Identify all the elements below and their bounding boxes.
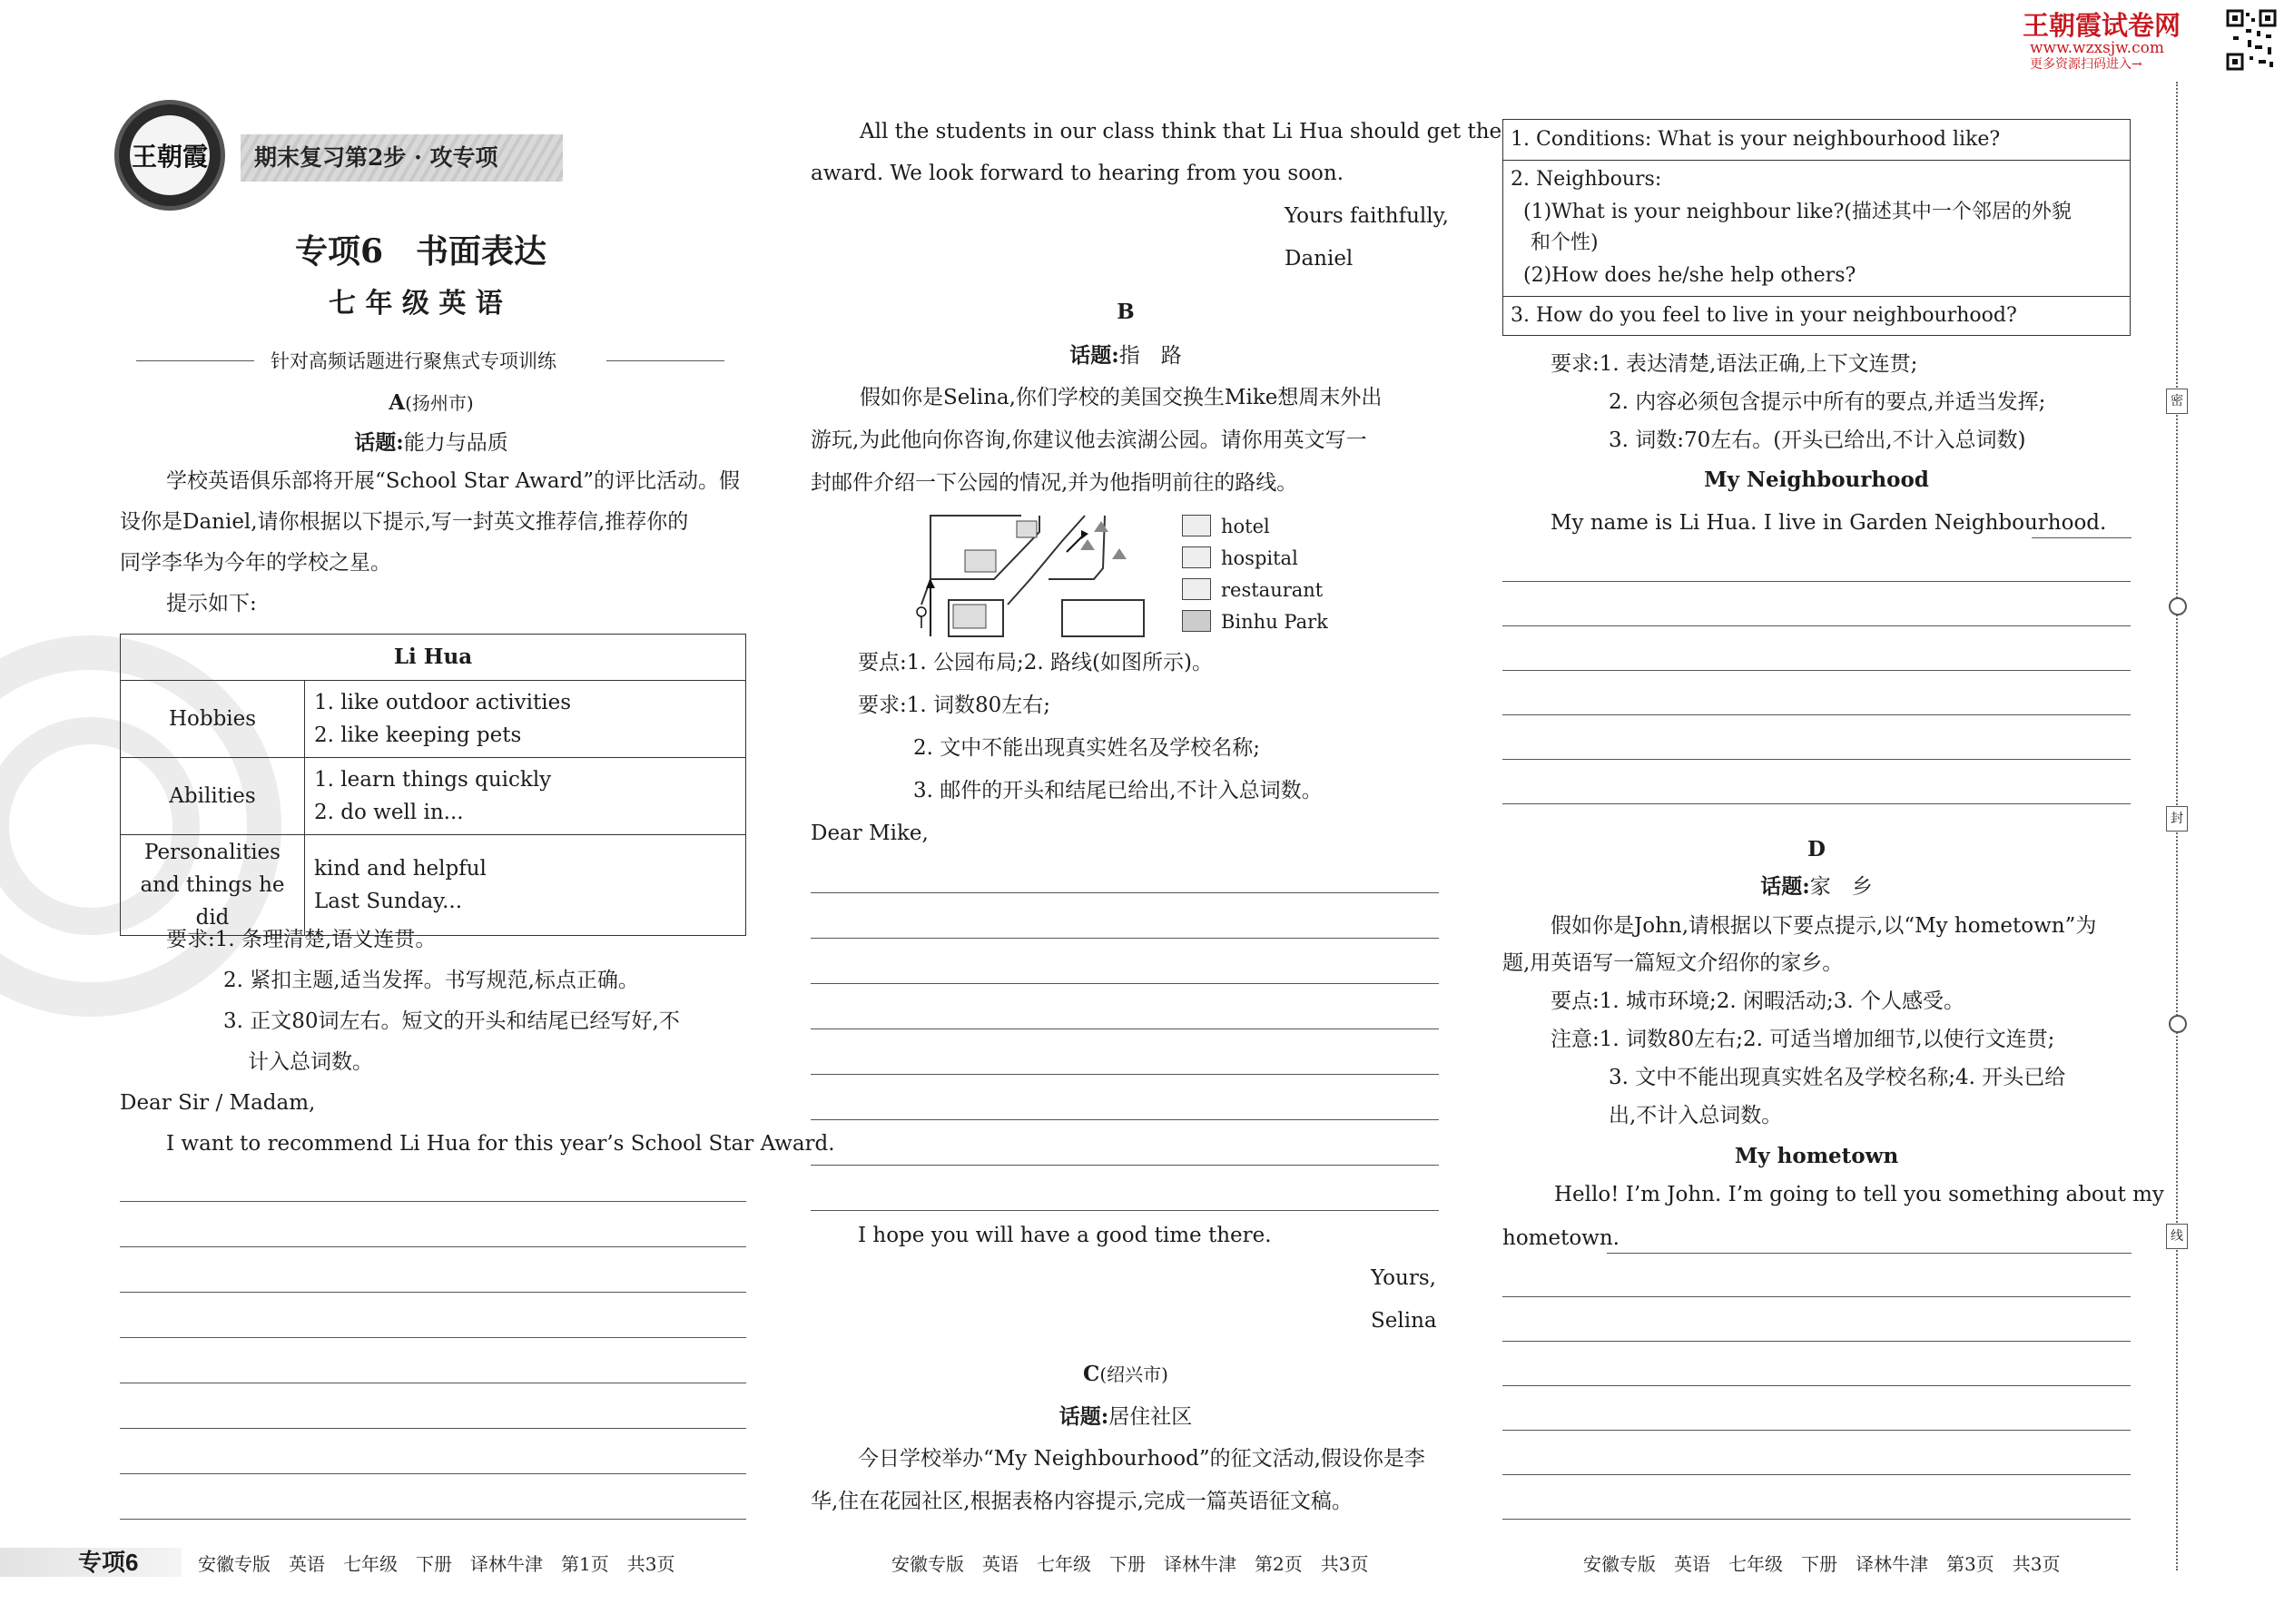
sectionC-label: C xyxy=(1083,1362,1100,1386)
sectionA-source: (扬州市) xyxy=(405,392,474,414)
footer-page-2: 安徽专版 英语 七年级 下册 译林牛津 第2页 共3页 xyxy=(891,1553,1369,1575)
sectionC-topic xyxy=(812,1395,1439,1439)
sectionC-essay-title: My Neighbourhood xyxy=(1704,468,1929,492)
sectionA-label: A xyxy=(389,390,406,415)
sectionB-topic xyxy=(812,334,1439,378)
sectionA-intro-2: 设你是Daniel,请你根据以下提示,写一封英文推荐信,推荐你的 xyxy=(120,510,689,534)
footer-page-3: 安徽专版 英语 七年级 下册 译林牛津 第3页 共3页 xyxy=(1583,1553,2061,1575)
rail-label: 线 xyxy=(2166,1224,2188,1249)
tagline: 针对高频话题进行聚焦式专项训练 xyxy=(271,350,556,372)
sectionD-note-2: 3. 文中不能出现真实姓名及学校名称;4. 开头已给 xyxy=(1609,1066,2066,1089)
legend-hotel: hotel xyxy=(1221,516,1270,537)
rail-label: 密 xyxy=(2166,389,2188,414)
sectionA-hint: 提示如下: xyxy=(166,592,257,615)
table-row-header: Personalities and things he did xyxy=(121,835,305,936)
table-row-header: Hobbies xyxy=(121,681,305,758)
writing-line[interactable] xyxy=(1502,670,2131,671)
writing-line[interactable] xyxy=(1502,803,2131,804)
letterA-signname: Daniel xyxy=(1285,247,1354,271)
topic-value: 居住社区 xyxy=(1108,1405,1193,1429)
page-title: 专项6 书面表达 xyxy=(295,232,547,271)
page-subtitle: 七 年 级 英 语 xyxy=(329,288,503,320)
sectionC-opening: My name is Li Hua. I live in Garden Neighbourhood. xyxy=(1551,511,2107,535)
writing-line[interactable] xyxy=(811,983,1439,984)
sectionA-heading xyxy=(118,381,744,425)
writing-line[interactable] xyxy=(1502,1474,2131,1475)
prompt-item-2a-cont: 和个性) xyxy=(1531,231,1599,254)
topic-label: 话题: xyxy=(1069,343,1119,368)
sectionB-salutation: Dear Mike, xyxy=(811,822,929,845)
sectionD-opening-2: hometown. xyxy=(1502,1226,1620,1250)
sectionD-note-3: 出,不计入总词数。 xyxy=(1609,1104,1783,1127)
site-url[interactable]: www.wzxsjw.com xyxy=(2030,39,2164,57)
sectionB-intro-3: 封邮件介绍一下公园的情况,并为他指明前往的路线。 xyxy=(811,471,1298,495)
writing-line[interactable] xyxy=(1607,1253,2132,1254)
sectionC-req-1: 要求:1. 表达清楚,语法正确,上下文连贯; xyxy=(1551,352,1918,376)
table-row-header: Abilities xyxy=(121,758,305,835)
writing-line[interactable] xyxy=(2032,537,2132,538)
topic-label: 话题: xyxy=(1760,874,1810,899)
writing-line[interactable] xyxy=(120,1246,746,1247)
writing-line[interactable] xyxy=(1502,625,2131,626)
sectionC-req-3: 3. 词数:70左右。(开头已给出,不计入总词数) xyxy=(1609,428,2026,452)
letterA-closing-2: award. We look forward to hearing from you soon. xyxy=(811,162,1344,185)
site-name[interactable]: 王朝霞试卷网 xyxy=(2023,10,2181,41)
sectionB-req-2: 2. 文中不能出现真实姓名及学校名称; xyxy=(913,736,1261,760)
park-icon xyxy=(1182,610,1211,632)
restaurant-icon xyxy=(1182,578,1211,600)
sectionD-topic xyxy=(1502,865,2131,909)
prompt-item-2: 2. Neighbours: xyxy=(1511,168,1662,191)
sectionD-intro-1: 假如你是John,请根据以下要点提示,以“My hometown”为 xyxy=(1551,914,2097,938)
writing-line[interactable] xyxy=(120,1519,746,1520)
writing-line[interactable] xyxy=(811,892,1439,893)
legend-hospital: hospital xyxy=(1221,547,1298,569)
prompt-item-2a: (1)What is your neighbour like?(描述其中一个邻居的外貌 xyxy=(1523,201,2072,223)
sectionA-opening: I want to recommend Li Hua for this year’s School Star Award. xyxy=(166,1132,835,1156)
sectionA-topic xyxy=(118,421,744,465)
sectionC-prompt-box xyxy=(1502,119,2131,336)
topic-label: 话题: xyxy=(1058,1404,1109,1429)
prompt-item-2b: (2)How does he/she help others? xyxy=(1523,264,1856,287)
sectionB-points: 要点:1. 公园布局;2. 路线(如图所示)。 xyxy=(858,651,1213,674)
writing-line[interactable] xyxy=(1502,1296,2131,1297)
hotel-icon xyxy=(1182,515,1211,536)
sectionB-intro-2: 游玩,为此他向你咨询,你建议他去滨湖公园。请你用英文写一 xyxy=(811,428,1367,452)
writing-line[interactable] xyxy=(811,1165,1439,1166)
sectionA-intro-3: 同学李华为今年的学校之星。 xyxy=(120,551,391,575)
writing-line[interactable] xyxy=(120,1292,746,1293)
scissors-icon xyxy=(2169,597,2187,615)
sectionC-intro-2: 华,住在花园社区,根据表格内容提示,完成一篇英语征文稿。 xyxy=(811,1490,1353,1513)
sectionA-req-3b: 计入总词数。 xyxy=(248,1050,373,1074)
sectionB-req-3: 3. 邮件的开头和结尾已给出,不计入总词数。 xyxy=(913,779,1323,802)
writing-line[interactable] xyxy=(811,938,1439,939)
table-cell: kind and helpful Last Sunday... xyxy=(305,835,746,936)
sectionD-points: 要点:1. 城市环境;2. 闲暇活动;3. 个人感受。 xyxy=(1551,989,1965,1013)
writing-line[interactable] xyxy=(120,1201,746,1202)
writing-line[interactable] xyxy=(1502,1385,2131,1386)
tagline-rule-left xyxy=(136,360,254,361)
topic-value: 家 乡 xyxy=(1809,875,1873,899)
tagline-rule-right xyxy=(606,360,724,361)
writing-line[interactable] xyxy=(1502,759,2131,760)
writing-line[interactable] xyxy=(1502,1430,2131,1431)
legend-restaurant: restaurant xyxy=(1221,579,1324,601)
site-note: 更多资源扫码进入→ xyxy=(2030,57,2142,72)
sectionC-heading xyxy=(812,1353,1439,1396)
sectionA-req-2: 2. 紧扣主题,适当发挥。书写规范,标点正确。 xyxy=(223,969,639,992)
topic-value: 能力与品质 xyxy=(403,431,508,455)
route-map xyxy=(903,514,1176,637)
lihua-table xyxy=(120,634,746,936)
writing-line[interactable] xyxy=(1502,714,2131,715)
qr-code-icon[interactable] xyxy=(2226,9,2277,71)
sectionA-req-3: 3. 正文80词左右。短文的开头和结尾已经写好,不 xyxy=(223,1009,680,1033)
sectionD-essay-title: My hometown xyxy=(1734,1144,1899,1168)
topic-value: 指 路 xyxy=(1118,344,1182,368)
footer-tag: 专项6 xyxy=(78,1549,139,1576)
table-title: Li Hua xyxy=(121,635,746,681)
writing-line[interactable] xyxy=(1502,1341,2131,1342)
legend-park: Binhu Park xyxy=(1221,611,1328,633)
header-ribbon-text: 期末复习第2步 · 攻专项 xyxy=(254,144,498,171)
writing-line[interactable] xyxy=(811,1119,1439,1120)
letterA-closing-1: All the students in our class think that Li Hua should get the xyxy=(860,120,1502,143)
writing-line[interactable] xyxy=(811,1210,1439,1211)
writing-line[interactable] xyxy=(1502,1519,2131,1520)
table-cell: 1. like outdoor activities 2. like keeping pets xyxy=(305,681,746,758)
sectionB-label: B xyxy=(1117,300,1135,324)
sectionB-intro-1: 假如你是Selina,你们学校的美国交换生Mike想周末外出 xyxy=(860,386,1383,409)
prompt-item-1: 1. Conditions: What is your neighbourhood like? xyxy=(1511,128,2001,151)
sectionB-signname: Selina xyxy=(1371,1309,1437,1333)
sectionC-source: (绍兴市) xyxy=(1099,1363,1168,1385)
sectionD-label: D xyxy=(1807,837,1826,861)
sectionD-opening-1: Hello! I’m John. I’m going to tell you something about my xyxy=(1554,1183,2164,1206)
sectionA-salutation: Dear Sir / Madam, xyxy=(120,1091,316,1115)
scissors-icon xyxy=(2169,1015,2187,1033)
table-cell: 1. learn things quickly 2. do well in... xyxy=(305,758,746,835)
rail-label: 封 xyxy=(2166,806,2188,832)
sectionC-intro-1: 今日学校举办“My Neighbourhood”的征文活动,假设你是李 xyxy=(858,1447,1425,1471)
writing-line[interactable] xyxy=(1502,581,2131,582)
topic-label: 话题: xyxy=(354,430,404,455)
sectionD-intro-2: 题,用英语写一篇短文介绍你的家乡。 xyxy=(1502,951,1844,975)
brand-logo-text: 王朝霞 xyxy=(130,115,210,195)
sectionB-req-1: 要求:1. 词数80左右; xyxy=(858,694,1051,717)
writing-line[interactable] xyxy=(120,1473,746,1474)
sectionB-closing: I hope you will have a good time there. xyxy=(858,1224,1272,1247)
sectionA-req-1: 要求:1. 条理清楚,语义连贯。 xyxy=(166,928,437,951)
sectionA-intro-1: 学校英语俱乐部将开展“School Star Award”的评比活动。假 xyxy=(166,469,741,493)
writing-line[interactable] xyxy=(120,1337,746,1338)
brand-logo xyxy=(114,100,225,211)
hospital-icon xyxy=(1182,546,1211,568)
sectionD-note-1: 注意:1. 词数80左右;2. 可适当增加细节,以使行文连贯; xyxy=(1551,1028,2055,1051)
writing-line[interactable] xyxy=(811,1074,1439,1075)
letterA-signoff: Yours faithfully, xyxy=(1285,204,1449,228)
sectionB-signoff: Yours, xyxy=(1371,1266,1436,1290)
footer-page-1: 安徽专版 英语 七年级 下册 译林牛津 第1页 共3页 xyxy=(198,1553,675,1575)
prompt-item-3: 3. How do you feel to live in your neighbourhood? xyxy=(1511,304,2017,327)
writing-line[interactable] xyxy=(120,1428,746,1429)
sectionC-req-2: 2. 内容必须包含提示中所有的要点,并适当发挥; xyxy=(1609,390,2046,414)
